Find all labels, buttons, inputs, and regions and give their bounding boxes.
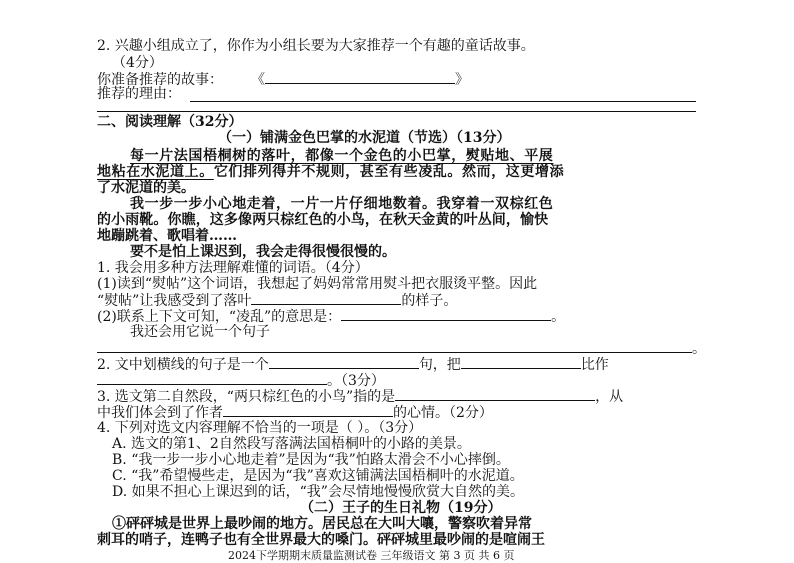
question-1-1-line1: (1)读到“熨帖”这个词语，我想起了妈妈常常用熨斗把衣服烫平整。因此	[97, 276, 538, 292]
passage2-line2: 刺耳的哨子，连鸭子也有全世界最大的嗓门。砰砰城里最吵闹的是喧闹王	[97, 532, 545, 548]
q2-recommend-score: （4分）	[112, 55, 163, 71]
compared-to-blank[interactable]	[97, 372, 327, 385]
q2-recommend-text: 2. 兴趣小组成立了，你作为小组长要为大家推荐一个有趣的童话故事。	[97, 38, 535, 54]
question-1-3: 我还会用它说一个句子	[130, 324, 270, 340]
option-c[interactable]: C. “我”希望慢些走，是因为“我”喜欢这铺满法国梧桐叶的水泥道。	[112, 468, 524, 484]
passage1-p1-line3: 了水泥道的美。	[97, 180, 195, 196]
author-feeling-blank[interactable]	[223, 404, 393, 417]
story-blank[interactable]	[265, 71, 455, 84]
sentence-type-blank[interactable]	[269, 356, 419, 369]
option-a[interactable]: A. 选文的第1、2自然段写落满法国梧桐叶的小路的美景。	[112, 436, 471, 452]
question-1-2: (2)联系上下文可知，“凌乱”的意思是： 。	[97, 309, 566, 325]
reason-blank-line-2[interactable]	[97, 111, 696, 112]
reason-label: 推荐的理由：	[97, 86, 181, 102]
book-open-mark: 《	[251, 72, 265, 88]
question-2-line2: 。（3分）	[97, 372, 385, 389]
story-label: 你准备推荐的故事： 《 》	[97, 72, 469, 88]
question-2-line1: 2. 文中划横线的句子是一个 句，把 比作	[97, 357, 609, 373]
book-close-mark: 》	[455, 72, 469, 88]
question-3-line2: 中我们体会到了作者 的心情。（2分）	[97, 405, 493, 421]
question-3-line1: 3. 选文第二自然段，“两只棕红色的小鸟”指的是 ，从	[97, 389, 624, 405]
passage2-line1: ①砰砰城是世界上最吵闹的地方。居民总在大叫大嚷，警察吹着异常	[112, 516, 532, 532]
passage1-p1-line1: 每一片法国梧桐树的落叶，都像一个金色的小巴掌，熨贴地、平展	[130, 148, 554, 164]
question-1-1-line2: “熨帖”让我感受到了落叶 的样子。	[97, 293, 458, 309]
question-1: 1. 我会用多种方法理解难懂的词语。（4分）	[97, 260, 369, 276]
sentence-blank[interactable]	[97, 340, 692, 353]
passage1-p2-line2: 的小雨靴。你瞧，这多像两只棕红色的小鸟，在秋天金黄的叶丛间，愉快	[97, 212, 549, 228]
reason-blank-line-1[interactable]	[190, 101, 696, 102]
messy-meaning-blank[interactable]	[341, 308, 551, 321]
passage1-p2-line3: 地蹦跳着、歌唱着……	[97, 228, 237, 244]
passage1-p3-line1: 要不是怕上课迟到，我会走得很慢很慢的。	[130, 244, 396, 260]
passage1-p2-line1: 我一步一步小心地走着，一片一片仔细地数着。我穿着一双棕红色	[130, 196, 554, 212]
sentence-blank-row: 。	[97, 340, 706, 357]
fallen-leaves-blank[interactable]	[251, 292, 401, 305]
option-d[interactable]: D. 如果不担心上课迟到的话，“我”会尽情地慢慢欣赏大自然的美。	[112, 484, 524, 500]
page-footer: 2024下学期期末质量监测试卷 三年级语文 第 3 页 共 6 页	[228, 549, 515, 562]
passage1-title: （一）铺满金色巴掌的水泥道（节选）（13分）	[218, 130, 511, 146]
question-4: 4. 下列对选文内容理解不恰当的一项是（ ）。（3分）	[97, 420, 423, 436]
passage1-p1-line2: 地粘在水泥道上。它们排列得并不规则，甚至有些凌乱。然而，这更增添	[97, 164, 565, 180]
section2-title: 二、阅读理解（32分）	[97, 114, 243, 130]
option-b[interactable]: B. “我一步一步小心地走着”是因为“我”怕路太滑会不小心摔倒。	[112, 452, 510, 468]
little-birds-blank[interactable]	[395, 388, 595, 401]
passage2-title: （二）王子的生日礼物（19分）	[300, 500, 502, 516]
compared-item-blank[interactable]	[461, 356, 581, 369]
